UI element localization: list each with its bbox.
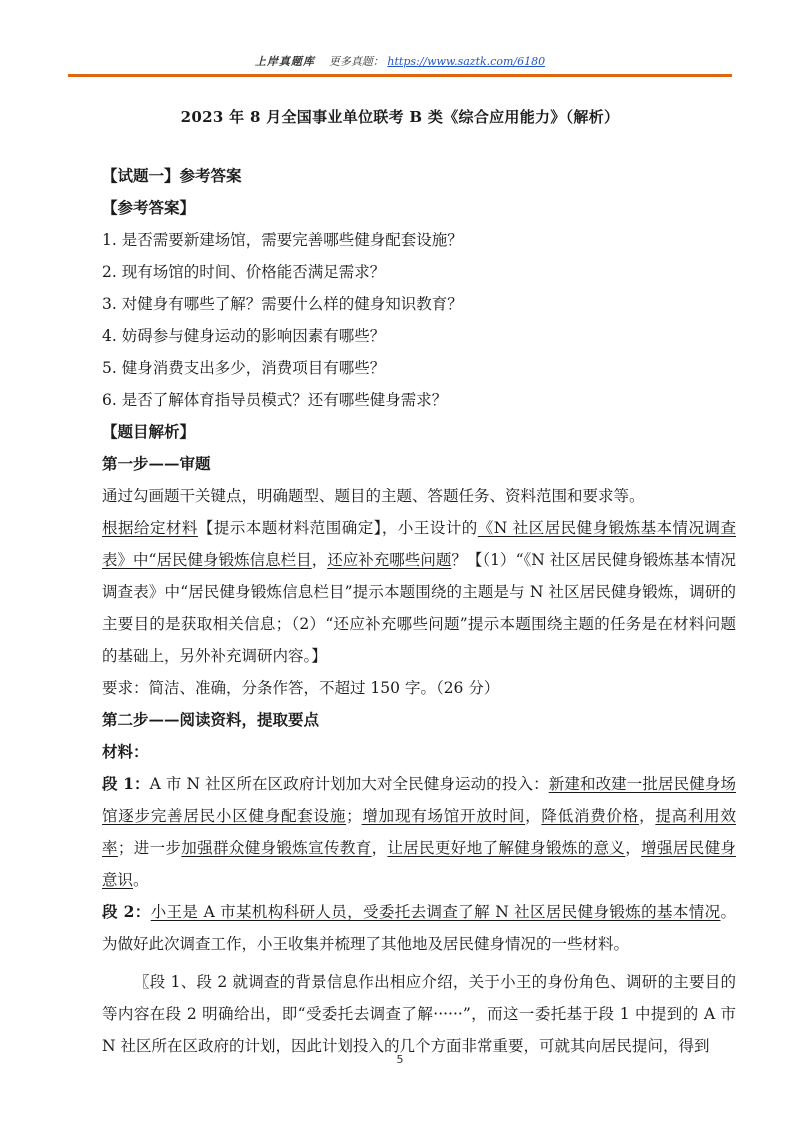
seg-keypoint: 提高利用效率 [102,807,736,857]
segment-2 [102,896,736,960]
seg-text: ， [625,839,642,857]
answer-heading: 【参考答案】 [102,198,196,217]
material-label: 材料： [102,742,149,761]
segment-2-label: 段 2： [102,902,151,921]
step1-task: 还应补充哪些问题 [327,551,452,569]
header-divider [68,74,732,77]
seg-keypoint: 让居民更好地了解健身锻炼的意义 [387,839,626,857]
page-title: 2023 年 8 月全国事业单位联考 B 类《综合应用能力》（解析） [180,108,620,126]
seg-text: ， [525,807,542,825]
seg-keypoint: 增强居民健身意识 [102,839,736,889]
step1-paragraph [102,512,736,672]
step1-requirement: 要求：简洁、准确，分条作答，不超过 150 字。（26 分） [102,679,500,697]
q1-heading: 【试题一】参考答案 [102,166,242,185]
step1-text: ？【（1）“《N 社区居民健身锻炼基本情况调查表》中“居民健身锻炼信息栏目”提示本题围绕的主题是与 N 社区居民健身锻炼，调研的主要目的是获取相关信息；（2）“还应补充哪些问题”提示本题围绕主题的任务是在材料问题的基础上，另外补充调研内容。】 [102,551,736,665]
step1-text: 【提示本题材料范围确定】，小王设计的 [197,519,478,537]
seg-text: A 市 N 社区所在区政府计划加大对全民健身运动的投入： [149,775,549,793]
answer-item: 5. 健身消费支出多少，消费项目有哪些？ [102,359,386,377]
more-label: 更多真题： [328,55,384,68]
page-header [0,53,800,69]
answer-item: 6. 是否了解体育指导员模式？还有哪些健身需求？ [102,391,448,409]
seg-text: ；进一步 [117,839,182,857]
seg-keypoint: 降低消费价格 [541,807,640,825]
analysis-note: 〖段 1、段 2 就调查的背景信息作出相应介绍，关于小王的身份角色、调研的主要目的等内容在段 2 明确给出，即“受委托去调查了解······”，而这一委托基于段 1 中提到的 A 市 N 社区所在区政府的计划，因此计划投入的几个方面非常重要，可就其向居民提问，得到 [102,973,736,1055]
seg-text: ， [639,807,656,825]
brand-name: 上岸真题库 [254,55,315,68]
page-number: 5 [396,1053,404,1066]
answer-item: 2. 现有场馆的时间、价格能否满足需求？ [102,263,386,281]
header-link[interactable]: https://www.saztk.com/6180 [387,55,546,68]
answer-item: 4. 妨碍参与健身运动的影响因素有哪些？ [102,327,386,345]
seg-keypoint: 加强群众健身锻炼宣传教育 [181,839,372,857]
seg-keypoint: 增加现有场馆开放时间 [361,807,526,825]
step1-heading: 第一步——审题 [102,454,211,473]
analysis-heading: 【题目解析】 [102,422,196,441]
seg-text: ； [346,807,362,825]
seg-keypoint: 小王是 A 市某机构科研人员，受委托去调查了解 N 社区居民健身锻炼的基本情况 [150,903,721,921]
answer-item: 1. 是否需要新建场馆，需要完善哪些健身配套设施？ [102,231,463,249]
segment-1 [102,768,736,896]
seg-keypoint: 新建和改建一批居民健身场馆逐步完善居民小区健身配套设施 [102,775,736,825]
seg-text: 。 [133,871,149,889]
step1-intro: 通过勾画题干关键点，明确题型、题目的主题、答题任务、资料范围和要求等。 [102,487,645,505]
document-body [102,160,736,1062]
seg-text: 。为做好此次调查工作，小王收集并梳理了其他地及居民健身情况的一些材料。 [102,903,737,953]
segment-1-label: 段 1： [102,774,150,793]
answer-item: 3. 对健身有哪些了解？需要什么样的健身知识教育？ [102,295,463,313]
seg-text: ， [371,839,388,857]
step2-heading: 第二步——阅读资料，提取要点 [102,710,320,729]
step1-survey-title: 《N 社区居民健身锻炼基本情况调查表》中“居民健身锻炼信息栏目 [102,519,736,569]
step1-given-material: 根据给定材料 [102,519,198,537]
step1-text: ， [311,551,328,569]
